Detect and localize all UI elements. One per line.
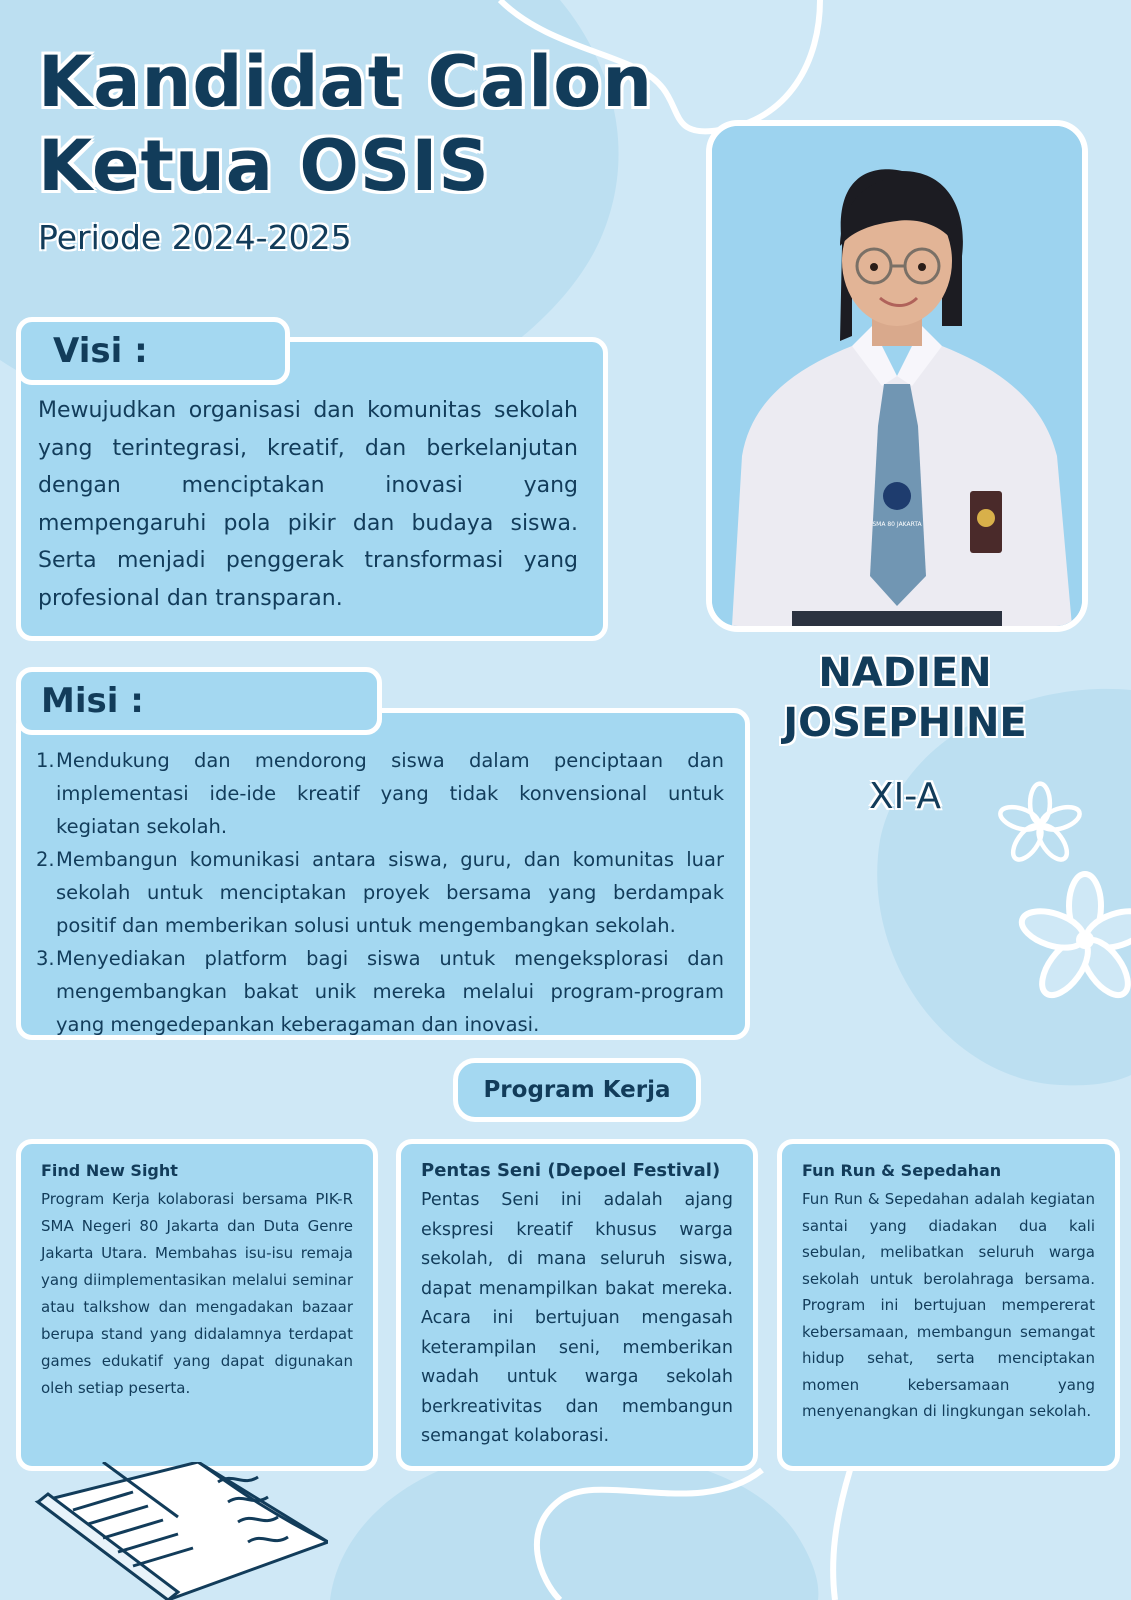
misi-item-text: Menyediakan platform bagi siswa untuk mengeksplorasi dan mengembangkan bakat unik mereka melalui program-program yang mengedepankan keberagaman dan inovasi.: [56, 947, 724, 1036]
program-card: [396, 1139, 758, 1471]
misi-item: [36, 744, 724, 843]
misi-list: [36, 744, 724, 1041]
program-card: [777, 1139, 1120, 1471]
candidate-portrait-illustration: [712, 126, 1082, 626]
program-kerja-heading: Program Kerja: [453, 1058, 701, 1122]
candidate-first-name: NADIEN: [818, 650, 992, 696]
program-card-text: Pentas Seni ini adalah ajang ekspresi kreatif khusus warga sekolah, di mana seluruh siswa, dapat menampilkan bakat mereka. Acara ini bertujuan mengasah keterampilan seni, memberikan wadah untuk warga sekolah berkreativitas dan membangun semangat kolaborasi.: [421, 1190, 733, 1446]
candidate-last-name: JOSEPHINE: [783, 700, 1027, 746]
misi-item-number: 1.: [36, 749, 55, 772]
program-card-title: Pentas Seni (Depoel Festival): [421, 1160, 721, 1181]
program-card-title: Fun Run & Sepedahan: [802, 1161, 1002, 1180]
program-card-text: Fun Run & Sepedahan adalah kegiatan santai yang diadakan dua kali sebulan, melibatkan seluruh warga sekolah untuk berolahraga bersama. Program ini bertujuan mempererat kebersamaan, membangun semangat hidup sehat, serta menciptakan momen kebersamaan yang menyenangkan di lingkungan sekolah.: [802, 1190, 1095, 1420]
page-title: [38, 40, 653, 208]
misi-item: [36, 942, 724, 1041]
misi-item-number: 3.: [36, 947, 55, 970]
visi-heading: Visi :: [16, 317, 290, 385]
misi-item-text: Mendukung dan mendorong siswa dalam penciptaan dan implementasi ide-ide kreatif yang tidak konvensional untuk kegiatan sekolah.: [56, 749, 724, 838]
candidate-name: [760, 648, 1050, 748]
program-card: [16, 1139, 378, 1471]
program-card-text: Program Kerja kolaborasi bersama PIK-R SMA Negeri 80 Jakarta dan Duta Genre Jakarta Utara. Membahas isu-isu remaja yang diimplementasikan melalui seminar atau talkshow dan mengadakan bazaar berupa stand yang didalamnya terdapat games edukatif yang dapat digunakan oleh setiap peserta.: [41, 1190, 353, 1397]
title-line-2: Ketua OSIS: [38, 125, 490, 207]
white-wave-bottom-right: [833, 1470, 850, 1600]
visi-text: Mewujudkan organisasi dan komunitas sekolah yang terintegrasi, kreatif, dan berkelanjutan dengan menciptakan inovasi yang mempengaruhi pola pikir dan budaya siswa. Serta menjadi penggerak transformasi yang profesional dan transparan.: [38, 398, 578, 611]
period-label: Periode 2024-2025: [38, 218, 352, 257]
misi-item: [36, 843, 724, 942]
misi-item-number: 2.: [36, 848, 55, 871]
open-book-icon: [28, 1462, 328, 1600]
program-card-title: Find New Sight: [41, 1161, 178, 1180]
misi-heading: Misi :: [16, 667, 382, 735]
tie-badge-text: SMA 80 JAKARTA: [872, 521, 922, 528]
misi-item-text: Membangun komunikasi antara siswa, guru, dan komunitas luar sekolah untuk menciptakan proyek bersama yang berdampak positif dan memberikan solusi untuk mengembangkan sekolah.: [56, 848, 724, 937]
candidate-class: XI-A: [868, 776, 942, 817]
title-line-1: Kandidat Calon: [38, 41, 654, 123]
flower-large-icon: [1015, 870, 1131, 1010]
candidate-photo: [706, 120, 1088, 632]
